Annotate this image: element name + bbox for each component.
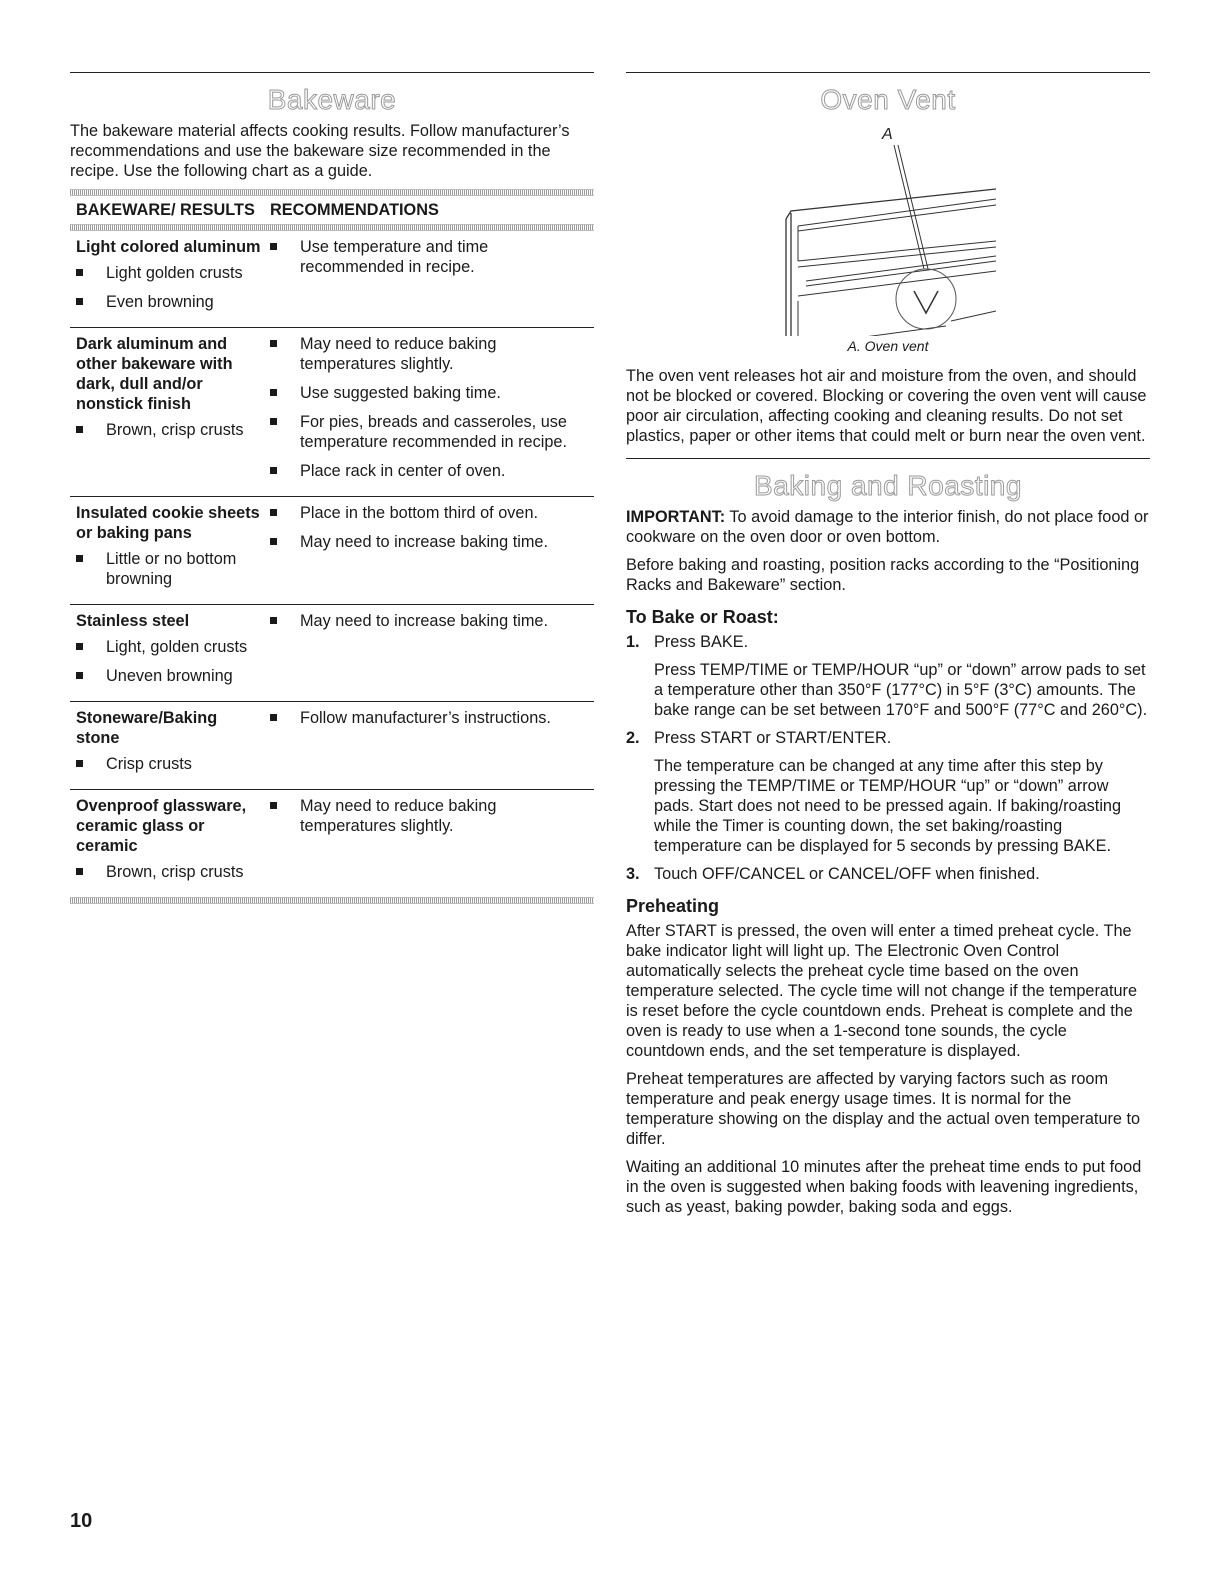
- bakeware-title: Bakeware: [267, 84, 397, 115]
- bakeware-results-cell: [70, 790, 264, 898]
- bake-steps: [626, 632, 1150, 884]
- recommendations-list: [270, 334, 594, 481]
- important-label: IMPORTANT:: [626, 508, 726, 526]
- important-text: To avoid damage to the interior finish, do not place food or cookware on the oven door or oven bottom.: [626, 508, 1149, 546]
- step-main: Press BAKE.: [654, 633, 749, 651]
- bakeware-results-cell: [70, 702, 264, 790]
- oven-vent-title: Oven Vent: [820, 84, 956, 115]
- baking-title: Baking and Roasting: [754, 470, 1022, 501]
- recommendation-item: Use temperature and time recommended in recipe.: [270, 237, 594, 277]
- preheating-paragraph: Waiting an additional 10 minutes after the preheat time ends to put food in the oven is suggested when baking foods with leavening ingredients, such as yeast, baking powder, baking soda and eggs.: [626, 1158, 1142, 1216]
- important-note: [626, 507, 1150, 547]
- bakeware-table-body: [70, 231, 594, 897]
- recommendations-cell: [264, 328, 594, 497]
- right-column: [626, 72, 1150, 1225]
- recommendations-cell: [264, 497, 594, 605]
- oven-vent-illustration: [626, 121, 1150, 336]
- bakeware-results-cell: [70, 231, 264, 328]
- preheating-paragraph: Preheat temperatures are affected by varying factors such as room temperature and peak energy usage times. It is normal for the temperature showing on the display and the actual oven temperature to differ.: [626, 1070, 1141, 1148]
- bakeware-name: Ovenproof glassware, ceramic glass or ceramic: [76, 797, 247, 855]
- results-list: [76, 637, 264, 686]
- top-rule-right: [626, 72, 1150, 73]
- oven-vent-figure: [626, 121, 1150, 336]
- bakeware-section: [70, 72, 594, 904]
- oven-vent-caption: A. Oven vent: [847, 338, 929, 354]
- bake-step: [626, 728, 1150, 856]
- result-item: Brown, crisp crusts: [76, 420, 264, 440]
- table-top-hatch: [70, 189, 594, 196]
- recommendations-cell: [264, 231, 594, 328]
- recommendation-item: May need to reduce baking temperatures slightly.: [270, 334, 594, 374]
- results-list: [76, 263, 264, 312]
- result-item: Crisp crusts: [76, 754, 264, 774]
- bakeware-results-cell: [70, 605, 264, 702]
- result-item: Even browning: [76, 292, 264, 312]
- recommendation-item: May need to increase baking time.: [270, 611, 594, 631]
- recommendation-item: Place in the bottom third of oven.: [270, 503, 594, 523]
- result-item: Uneven browning: [76, 666, 264, 686]
- table-row: [70, 231, 594, 328]
- header-recommendations: RECOMMENDATIONS: [270, 201, 439, 219]
- preheating-text: [626, 921, 1150, 1217]
- recommendations-cell: [264, 702, 594, 790]
- recommendation-item: May need to reduce baking temperatures slightly.: [270, 796, 594, 836]
- bakeware-results-cell: [70, 328, 264, 497]
- recommendation-item: Use suggested baking time.: [270, 383, 594, 403]
- table-bottom-hatch: [70, 897, 594, 904]
- recommendations-list: [270, 708, 594, 728]
- results-list: [76, 420, 264, 440]
- recommendations-list: [270, 611, 594, 631]
- bakeware-results-cell: [70, 497, 264, 605]
- step-detail: The temperature can be changed at any time after this step by pressing the TEMP/TIME or TEMP/HOUR “up” or “down” arrow pads. Start does not need to be pressed again. If baking/roasting while the Timer is counting down, the set baking/roasting temperature can be displayed for 5 seconds by pressing BAKE.: [654, 757, 1122, 855]
- header-bakeware-results: BAKEWARE/ RESULTS: [76, 201, 255, 219]
- to-bake-heading: To Bake or Roast:: [626, 607, 779, 627]
- preheating-heading: Preheating: [626, 896, 720, 916]
- bakeware-name: Light colored aluminum: [76, 238, 261, 256]
- bake-step: [626, 864, 1150, 884]
- table-row: [70, 497, 594, 605]
- bake-step: [626, 632, 1150, 720]
- bakeware-name: Stoneware/Baking stone: [76, 709, 218, 747]
- recommendations-cell: [264, 790, 594, 898]
- step-main: Touch OFF/CANCEL or CANCEL/OFF when finished.: [654, 865, 1040, 883]
- result-item: Light, golden crusts: [76, 637, 264, 657]
- bakeware-intro: The bakeware material affects cooking results. Follow manufacturer’s recommendations and use the bakeware size recommended in the recipe. Use the following chart as a guide.: [70, 122, 570, 180]
- results-list: [76, 549, 264, 589]
- before-baking-text: Before baking and roasting, position racks according to the “Positioning Racks and Bakeware” section.: [626, 556, 1140, 594]
- result-item: Little or no bottom browning: [76, 549, 264, 589]
- bakeware-table: [70, 196, 594, 224]
- recommendation-item: Follow manufacturer’s instructions.: [270, 708, 594, 728]
- table-row: [70, 702, 594, 790]
- results-list: [76, 862, 264, 882]
- table-header-hatch: [70, 224, 594, 231]
- recommendation-item: May need to increase baking time.: [270, 532, 594, 552]
- bakeware-name: Insulated cookie sheets or baking pans: [76, 504, 260, 542]
- bakeware-name: Dark aluminum and other bakeware with dark, dull and/or nonstick finish: [76, 335, 233, 413]
- step-number: 3.: [626, 865, 640, 883]
- results-list: [76, 754, 264, 774]
- recommendations-list: [270, 796, 594, 836]
- recommendations-list: [270, 503, 594, 552]
- table-row: [70, 790, 594, 898]
- step-number: 1.: [626, 633, 640, 651]
- bakeware-name: Stainless steel: [76, 612, 190, 630]
- page-number: 10: [70, 1510, 93, 1532]
- recommendation-item: Place rack in center of oven.: [270, 461, 594, 481]
- recommendations-cell: [264, 605, 594, 702]
- step-detail: Press TEMP/TIME or TEMP/HOUR “up” or “down” arrow pads to set a temperature other than 350°F (177°C) in 5°F (3°C) amounts. The bake range can be set between 170°F and 500°F (77°C and 260°C).: [654, 661, 1148, 719]
- result-item: Brown, crisp crusts: [76, 862, 264, 882]
- recommendations-list: [270, 237, 594, 277]
- figure-label: A: [882, 126, 893, 143]
- result-item: Light golden crusts: [76, 263, 264, 283]
- preheating-paragraph: After START is pressed, the oven will enter a timed preheat cycle. The bake indicator light will light up. The Electronic Oven Control automatically selects the preheat cycle time based on the oven temperature selected. The cycle time will not change if the temperature is reset before the cycle countdown ends. Preheat is complete and the oven is ready to use when a 1-second tone sounds, the cycle countdown ends, and the set temperature is displayed.: [626, 922, 1138, 1060]
- section-divider: [626, 458, 1150, 459]
- step-number: 2.: [626, 729, 640, 747]
- step-main: Press START or START/ENTER.: [654, 729, 892, 747]
- table-row: [70, 328, 594, 497]
- oven-vent-text: The oven vent releases hot air and moisture from the oven, and should not be blocked or covered. Blocking or covering the oven vent will cause poor air circulation, affecting cooking and cleaning results. Do not set plastics, paper or other items that could melt or burn near the oven vent.: [626, 367, 1147, 445]
- top-rule: [70, 72, 594, 73]
- recommendation-item: For pies, breads and casseroles, use temperature recommended in recipe.: [270, 412, 594, 452]
- table-row: [70, 605, 594, 702]
